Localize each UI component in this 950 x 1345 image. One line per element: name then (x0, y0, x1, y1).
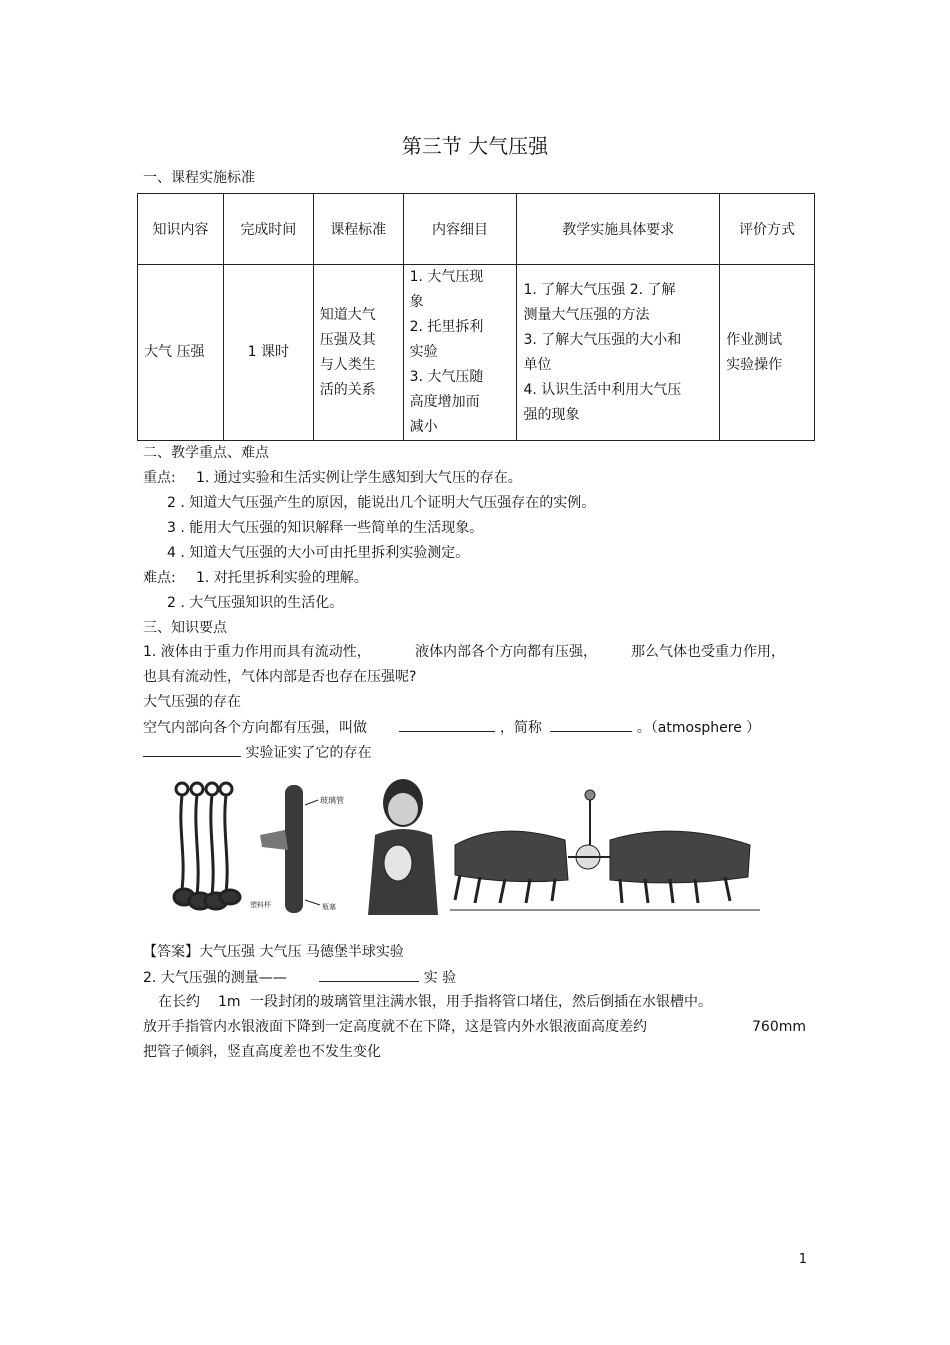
paragraph-text: 那么气体也受重力作用， (631, 644, 785, 660)
table-row (138, 265, 815, 441)
magdeburg-hemispheres-illustration (450, 790, 760, 910)
paragraph-text: 放开手指管内水银液面下降到一定高度就不在下降，这是管内外水银液面高度差约 (143, 1019, 647, 1035)
standard-line: 活的关系 (319, 381, 376, 398)
blank-field (399, 717, 495, 732)
requirements-line: 测量大气压强的方法 (523, 306, 650, 323)
content-cell: 大气 压强 (138, 265, 224, 441)
glass-tube-illustration (260, 785, 320, 913)
blank-field (550, 717, 632, 732)
page-number: 1 (798, 1252, 807, 1267)
standard-line: 知道大气 (319, 306, 376, 323)
details-line: 实验 (409, 344, 438, 360)
key-point-item: 3 . 能用大气压强的知识解释一些简单的生活现象。 (167, 520, 484, 536)
table-header-row (138, 194, 815, 265)
paragraph-text: 1m (218, 994, 241, 1010)
subheading: 大气压强的存在 (143, 694, 241, 710)
bottle-label: 瓶塞 (322, 903, 336, 911)
key-point-item: 4 . 知道大气压强的大小可由托里拆利实验测定。 (167, 545, 470, 561)
difficult-points-label: 难点: (143, 570, 176, 586)
blank-field (143, 742, 241, 757)
key-point-item: 2 . 知道大气压强产生的原因，能说出几个证明大气压强存在的实例。 (167, 495, 596, 511)
header-cell: 评价方式 (720, 194, 815, 265)
fill-text: 空气内部向各个方向都有压强，叫做 (143, 720, 367, 736)
cup-label: 塑料杯 (250, 901, 271, 909)
fill-line-1 (143, 717, 760, 738)
requirements-line: 1. 了解大气压强 2. 了解 (523, 281, 676, 298)
fill-text: ，简称 (499, 720, 542, 736)
key-points-label: 重点: (143, 470, 176, 486)
paragraph-text: 液体内部各个方向都有压强， (415, 644, 597, 660)
measure-text: 实 验 (423, 970, 457, 986)
details-cell (403, 265, 517, 441)
requirements-line: 强的现象 (523, 406, 580, 423)
requirements-line: 单位 (523, 356, 552, 373)
time-cell: 1 课时 (223, 265, 313, 441)
tube-label: 玻璃管 (320, 796, 344, 805)
fill-line-2 (143, 742, 371, 763)
header-cell: 完成时间 (223, 194, 313, 265)
section-heading-1: 一、课程实施标准 (143, 170, 255, 186)
suction-cups-illustration (174, 783, 240, 909)
paragraph-text: 一段封闭的玻璃管里注满水银，用手指将管口堵住，然后倒插在水银槽中。 (250, 994, 712, 1010)
evaluation-line: 作业测试 (726, 331, 783, 348)
details-line: 2. 托里拆利 (409, 319, 484, 335)
details-line: 象 (409, 294, 424, 310)
section-heading-2: 二、教学重点、难点 (143, 445, 269, 461)
paragraph-text: 把管子倾斜，竖直高度差也不发生变化 (143, 1044, 381, 1060)
header-cell: 知识内容 (138, 194, 224, 265)
evaluation-line: 实验操作 (726, 356, 783, 373)
details-line: 3. 大气压随 (409, 369, 484, 385)
details-line: 高度增加而 (409, 394, 480, 410)
difficult-point-item: 1. 对托里拆利实验的理解。 (196, 570, 368, 586)
paragraph-text: 1. 液体由于重力作用而具有流动性， (143, 644, 371, 660)
difficult-point-item: 2 . 大气压强知识的生活化。 (167, 595, 344, 611)
curriculum-table (137, 193, 815, 441)
header-cell: 教学实施具体要求 (517, 194, 720, 265)
measure-text: 2. 大气压强的测量—— (143, 970, 287, 986)
evaluation-cell (720, 265, 815, 441)
details-line: 减小 (409, 419, 438, 435)
paragraph-text: 也具有流动性，气体内部是否也存在压强呢? (143, 669, 417, 685)
requirements-cell (517, 265, 720, 441)
fill-text: 。（atmosphere ） (636, 720, 761, 736)
boy-illustration (368, 779, 438, 915)
standard-cell (313, 265, 403, 441)
answer-line: 【答案】大气压强 大气压 马德堡半球实验 (143, 944, 404, 960)
requirements-line: 4. 认识生活中利用大气压 (523, 381, 682, 398)
paragraph-text: 760mm (752, 1019, 806, 1035)
section-heading-3: 三、知识要点 (143, 620, 227, 636)
page-title: 第三节 大气压强 (401, 134, 549, 158)
standard-line: 压强及其 (319, 331, 376, 348)
key-point-item: 1. 通过实验和生活实例让学生感知到大气压的存在。 (196, 470, 522, 486)
paragraph-text: 在长约 (158, 994, 200, 1010)
measure-line (143, 967, 456, 988)
requirements-line: 3. 了解大气压强的大小和 (523, 331, 682, 348)
details-line: 1. 大气压现 (409, 269, 484, 285)
header-cell: 内容细目 (403, 194, 517, 265)
fill-text: 实验证实了它的存在 (245, 745, 372, 761)
experiments-illustration (170, 775, 765, 925)
blank-field (319, 967, 419, 982)
standard-line: 与人类生 (319, 356, 376, 373)
header-cell: 课程标准 (313, 194, 403, 265)
